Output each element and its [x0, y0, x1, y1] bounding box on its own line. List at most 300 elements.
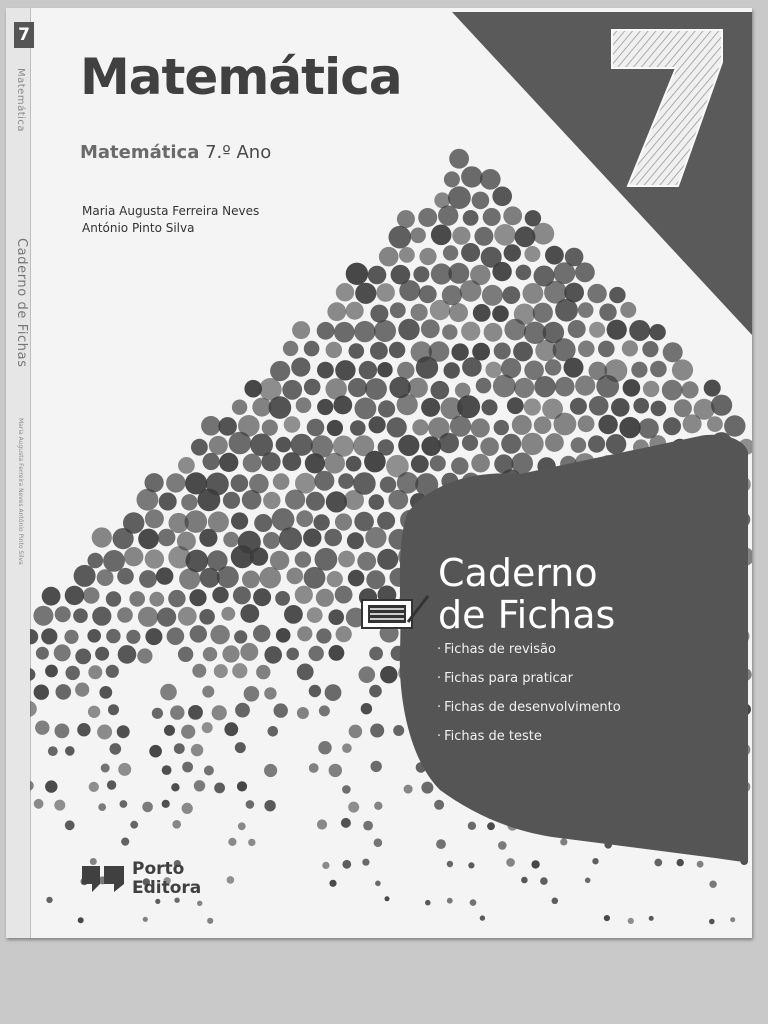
- pattern-dot: [202, 722, 213, 733]
- pattern-dot: [45, 780, 57, 792]
- pattern-dot: [494, 420, 509, 435]
- pattern-dot: [232, 663, 247, 678]
- pattern-dot: [347, 532, 364, 549]
- pattern-dot: [349, 725, 363, 739]
- pattern-dot: [286, 648, 299, 661]
- pattern-dot: [552, 898, 559, 905]
- pattern-dot: [304, 567, 326, 589]
- pattern-dot: [77, 723, 90, 736]
- pattern-dot: [494, 343, 511, 360]
- pattern-dot: [231, 512, 248, 529]
- pattern-dot: [483, 208, 501, 226]
- pattern-dot: [397, 210, 415, 228]
- pattern-dot: [443, 245, 458, 260]
- pattern-dot: [578, 302, 594, 318]
- publisher-line1: Porto: [132, 859, 185, 879]
- pattern-dot: [97, 569, 114, 586]
- pattern-dot: [468, 822, 476, 830]
- pattern-dot: [200, 568, 220, 588]
- pattern-dot: [232, 400, 247, 415]
- pattern-dot: [462, 357, 482, 377]
- pattern-dot: [532, 223, 554, 245]
- pattern-dot: [171, 783, 179, 791]
- pattern-dot: [439, 433, 459, 453]
- pattern-dot: [604, 915, 610, 921]
- pattern-dot: [101, 764, 110, 773]
- pattern-dot: [149, 745, 162, 758]
- pattern-dot: [620, 302, 636, 318]
- pattern-dot: [41, 628, 57, 644]
- pattern-dot: [457, 395, 480, 418]
- pattern-dot: [421, 782, 433, 794]
- pattern-dot: [494, 224, 516, 246]
- pattern-dot: [178, 457, 195, 474]
- pattern-dot: [346, 302, 364, 320]
- pattern-dot: [431, 225, 452, 246]
- pattern-dot: [106, 665, 119, 678]
- pattern-dot: [309, 685, 321, 697]
- pattern-dot: [21, 701, 37, 717]
- pattern-dot: [297, 664, 314, 681]
- pattern-dot: [570, 398, 587, 415]
- pattern-dot: [270, 361, 290, 381]
- pattern-dot: [560, 838, 567, 845]
- pattern-dot: [117, 607, 133, 623]
- pattern-dot: [162, 765, 172, 775]
- list-item: · Fichas de desenvolvimento: [437, 700, 621, 729]
- pattern-dot: [564, 358, 584, 378]
- pattern-dot: [254, 514, 272, 532]
- pattern-dot: [319, 705, 330, 716]
- pattern-dot: [355, 398, 377, 420]
- pattern-dot: [492, 187, 512, 207]
- pattern-dot: [162, 800, 170, 808]
- pattern-dot: [66, 666, 80, 680]
- pattern-dot: [55, 606, 71, 622]
- pattern-dot: [598, 341, 615, 358]
- pattern-dot: [449, 303, 468, 322]
- pattern-dot: [649, 324, 665, 340]
- pattern-dot: [468, 862, 474, 868]
- pattern-dot: [359, 361, 377, 379]
- pattern-dot: [203, 453, 220, 470]
- pattern-dot: [333, 396, 352, 415]
- pattern-dot: [329, 764, 342, 777]
- pattern-dot: [282, 452, 301, 471]
- pattern-dot: [534, 376, 555, 397]
- pattern-dot: [42, 587, 61, 606]
- pattern-dot: [447, 861, 453, 867]
- pattern-dot: [498, 841, 507, 850]
- product-title: [438, 552, 615, 636]
- pattern-dot: [296, 510, 313, 527]
- pattern-dot: [338, 473, 354, 489]
- pattern-dot: [88, 553, 104, 569]
- pattern-dot: [421, 319, 440, 338]
- pattern-dot: [335, 360, 355, 380]
- pattern-dot: [126, 630, 140, 644]
- pattern-dot: [493, 375, 516, 398]
- pattern-dot: [349, 343, 365, 359]
- pattern-dot: [55, 724, 70, 739]
- pattern-dot: [233, 586, 251, 604]
- pattern-dot: [139, 570, 157, 588]
- pattern-dot: [374, 320, 396, 342]
- pattern-dot: [11, 763, 24, 776]
- pattern-dot: [33, 606, 53, 626]
- pattern-dot: [523, 283, 544, 304]
- pattern-dot: [78, 917, 84, 923]
- pattern-dot: [285, 490, 305, 510]
- pattern-dot: [545, 246, 564, 265]
- pattern-dot: [370, 305, 388, 323]
- pattern-dot: [474, 227, 493, 246]
- pattern-dot: [442, 324, 457, 339]
- pattern-dot: [397, 362, 414, 379]
- pattern-dot: [672, 359, 693, 380]
- notebook-pencil-icon: [360, 592, 430, 632]
- pattern-dot: [540, 877, 548, 885]
- pattern-dot: [92, 527, 112, 547]
- pattern-dot: [217, 566, 239, 588]
- pattern-dot: [516, 265, 532, 281]
- pattern-dot: [219, 453, 238, 472]
- pattern-dot: [223, 492, 240, 509]
- pattern-dot: [533, 303, 553, 323]
- pattern-dot: [363, 821, 373, 831]
- pattern-dot: [118, 763, 131, 776]
- pattern-dot: [189, 589, 206, 606]
- pattern-dot: [222, 645, 239, 662]
- pattern-dot: [354, 321, 375, 342]
- pattern-dot: [501, 434, 521, 454]
- pattern-dot: [137, 648, 152, 663]
- pattern-dot: [107, 780, 116, 789]
- pattern-dot: [316, 628, 331, 643]
- list-item: · Fichas de teste: [437, 729, 621, 758]
- subtitle-grade: 7.º Ano: [205, 142, 272, 163]
- pattern-dot: [589, 396, 609, 416]
- pattern-dot: [487, 822, 495, 830]
- pattern-dot: [677, 859, 684, 866]
- pattern-dot: [412, 419, 428, 435]
- pattern-dot: [419, 285, 437, 303]
- pattern-dot: [264, 800, 275, 811]
- pattern-dot: [461, 166, 482, 187]
- pattern-dot: [234, 630, 247, 643]
- porto-editora-logo-icon: [80, 862, 126, 896]
- authors: [82, 203, 259, 237]
- pattern-dot: [185, 510, 208, 533]
- pattern-dot: [65, 746, 75, 756]
- pattern-dot: [228, 838, 236, 846]
- pattern-dot: [375, 881, 381, 887]
- pattern-dot: [250, 547, 268, 565]
- pattern-dot: [390, 302, 406, 318]
- pattern-dot: [388, 490, 408, 510]
- pattern-dot: [305, 453, 325, 473]
- pattern-dot: [451, 457, 468, 474]
- pattern-dot: [181, 494, 197, 510]
- pattern-dot: [398, 435, 419, 456]
- pattern-dot: [268, 726, 279, 737]
- pattern-dot: [513, 342, 533, 362]
- pattern-dot: [264, 646, 282, 664]
- pattern-dot: [592, 858, 598, 864]
- pattern-dot: [75, 683, 89, 697]
- pattern-dot: [492, 262, 511, 281]
- pattern-dot: [261, 452, 280, 471]
- pattern-dot: [425, 900, 431, 906]
- pattern-dot: [578, 415, 595, 432]
- pattern-dot: [628, 918, 634, 924]
- pattern-dot: [385, 896, 390, 901]
- pattern-dot: [313, 514, 329, 530]
- pattern-dot: [178, 647, 193, 662]
- pattern-dot: [48, 746, 58, 756]
- list-item: · Fichas para praticar: [437, 671, 621, 700]
- pattern-dot: [214, 664, 228, 678]
- pattern-dot: [83, 587, 100, 604]
- pattern-dot: [471, 418, 490, 437]
- pattern-dot: [172, 820, 181, 829]
- pattern-dot: [444, 362, 460, 378]
- pattern-dot: [393, 725, 404, 736]
- pattern-dot: [203, 647, 217, 661]
- pattern-dot: [379, 247, 399, 267]
- pattern-dot: [275, 591, 290, 606]
- pattern-dot: [555, 299, 578, 322]
- pattern-dot: [448, 263, 469, 284]
- pattern-dot: [253, 588, 271, 606]
- pattern-dot: [335, 586, 353, 604]
- pattern-dot: [377, 362, 392, 377]
- pattern-dot: [336, 283, 354, 301]
- pattern-dot: [611, 398, 630, 417]
- pattern-dot: [167, 627, 185, 645]
- pattern-dot: [575, 376, 595, 396]
- pattern-dot: [704, 380, 721, 397]
- pattern-dot: [170, 705, 184, 719]
- pattern-dot: [514, 378, 534, 398]
- pattern-dot: [306, 492, 325, 511]
- pattern-dot: [683, 414, 702, 433]
- pattern-dot: [387, 417, 407, 437]
- pattern-dot: [389, 342, 405, 358]
- pattern-dot: [264, 687, 276, 699]
- pattern-dot: [389, 226, 412, 249]
- pattern-dot: [143, 917, 148, 922]
- pattern-dot: [370, 724, 384, 738]
- pattern-dot: [295, 586, 313, 604]
- product-title-line2: de Fichas: [438, 593, 616, 637]
- pattern-dot: [231, 474, 249, 492]
- book-title: Matemática: [80, 48, 402, 106]
- pattern-dot: [117, 568, 134, 585]
- pattern-dot: [314, 471, 334, 491]
- pattern-dot: [554, 262, 576, 284]
- pattern-dot: [633, 398, 649, 414]
- pattern-dot: [430, 455, 446, 471]
- pattern-dot: [190, 625, 207, 642]
- pattern-dot: [97, 725, 112, 740]
- pattern-dot: [651, 401, 667, 417]
- pattern-dot: [371, 761, 382, 772]
- pattern-dot: [138, 607, 158, 627]
- pattern-dot: [244, 686, 260, 702]
- pattern-dot: [129, 591, 145, 607]
- pattern-dot: [344, 490, 364, 510]
- pattern-dot: [287, 568, 304, 585]
- pattern-dot: [599, 304, 616, 321]
- pattern-dot: [307, 419, 325, 437]
- pattern-dot: [369, 685, 382, 698]
- pattern-dot: [724, 415, 745, 436]
- pattern-dot: [240, 643, 258, 661]
- pattern-dot: [462, 435, 478, 451]
- pattern-dot: [380, 666, 397, 683]
- pattern-dot: [212, 705, 227, 720]
- pattern-dot: [179, 568, 200, 589]
- pattern-dot: [707, 416, 723, 432]
- pattern-dot: [156, 567, 173, 584]
- pattern-dot: [89, 782, 99, 792]
- pattern-dot: [521, 877, 528, 884]
- pattern-dot: [342, 785, 351, 794]
- pattern-dot: [174, 898, 179, 903]
- pattern-dot: [166, 473, 185, 492]
- pattern-dot: [447, 898, 453, 904]
- pattern-dot: [452, 227, 470, 245]
- pattern-dot: [326, 342, 342, 358]
- pattern-dot: [23, 629, 38, 644]
- pattern-dot: [374, 838, 383, 847]
- pattern-dot: [336, 626, 352, 642]
- pattern-dot: [130, 821, 138, 829]
- pattern-dot: [188, 705, 203, 720]
- pattern-dot: [279, 527, 302, 550]
- pattern-dot: [315, 548, 338, 571]
- pattern-dot: [227, 876, 235, 884]
- pattern-dot: [502, 286, 520, 304]
- pattern-dot: [662, 380, 683, 401]
- pattern-dot: [138, 529, 159, 550]
- pattern-dot: [74, 565, 96, 587]
- pattern-dot: [329, 645, 345, 661]
- pattern-dot: [376, 283, 395, 302]
- pattern-dot: [663, 342, 683, 362]
- pattern-dot: [235, 742, 246, 753]
- pattern-dot: [117, 725, 130, 738]
- pattern-dot: [681, 381, 698, 398]
- pattern-dot: [631, 362, 647, 378]
- pattern-dot: [589, 322, 605, 338]
- pattern-dot: [588, 435, 605, 452]
- pattern-dot: [398, 319, 419, 340]
- pattern-dot: [377, 549, 398, 570]
- pattern-dot: [110, 743, 122, 755]
- pattern-dot: [348, 378, 367, 397]
- pattern-dot: [451, 343, 468, 360]
- pattern-dot: [88, 665, 102, 679]
- pattern-dot: [221, 607, 235, 621]
- pattern-dot: [399, 247, 415, 263]
- pattern-dot: [629, 320, 650, 341]
- pattern-dot: [276, 437, 292, 453]
- pattern-dot: [284, 416, 301, 433]
- pattern-dot: [182, 762, 193, 773]
- pattern-dot: [191, 744, 203, 756]
- pattern-dot: [531, 860, 539, 868]
- pattern-dot: [309, 646, 324, 661]
- pattern-dot: [295, 551, 311, 567]
- pattern-dot: [256, 665, 270, 679]
- pattern-dot: [507, 397, 524, 414]
- pattern-dot: [480, 169, 501, 190]
- pattern-dot: [297, 626, 312, 641]
- pattern-dot: [598, 415, 617, 434]
- pattern-dot: [242, 571, 260, 589]
- pattern-dot: [397, 394, 418, 415]
- pattern-dot: [137, 489, 159, 511]
- pattern-dot: [697, 861, 704, 868]
- pattern-dot: [13, 687, 25, 699]
- pattern-dot: [484, 323, 503, 342]
- author-2: António Pinto Silva: [82, 221, 195, 235]
- pattern-dot: [191, 439, 208, 456]
- pattern-dot: [575, 262, 595, 282]
- pattern-dot: [292, 321, 310, 339]
- pattern-dot: [730, 917, 735, 922]
- pattern-dot: [273, 473, 290, 490]
- pattern-dot: [160, 684, 177, 701]
- pattern-dot: [317, 819, 327, 829]
- pattern-dot: [307, 607, 323, 623]
- pattern-dot: [35, 721, 49, 735]
- pattern-dot: [36, 647, 49, 660]
- pattern-dot: [492, 305, 509, 322]
- pattern-dot: [87, 629, 101, 643]
- pattern-dot: [587, 284, 606, 303]
- pattern-dot: [95, 647, 109, 661]
- pattern-dot: [460, 280, 482, 302]
- pattern-dot: [106, 591, 121, 606]
- pattern-dot: [366, 570, 385, 589]
- pattern-dot: [304, 341, 320, 357]
- pattern-dot: [327, 571, 343, 587]
- pattern-dot: [159, 493, 177, 511]
- pattern-dot: [485, 362, 501, 378]
- pattern-dot: [374, 802, 382, 810]
- pattern-dot: [324, 529, 342, 547]
- pattern-dot: [270, 551, 289, 570]
- pattern-dot: [149, 592, 164, 607]
- subtitle-series: Matemática: [80, 142, 200, 163]
- pattern-dot: [359, 666, 376, 683]
- pattern-dot: [334, 322, 355, 343]
- pattern-dot: [619, 417, 640, 438]
- pattern-dot: [246, 800, 255, 809]
- pattern-dot: [264, 764, 277, 777]
- pattern-dot: [56, 684, 72, 700]
- pattern-dot: [709, 881, 716, 888]
- pattern-dot: [198, 489, 221, 512]
- pattern-dot: [643, 381, 659, 397]
- pattern-dot: [596, 375, 619, 398]
- pattern-dot: [369, 647, 383, 661]
- pattern-dot: [284, 605, 303, 624]
- pattern-dot: [329, 880, 336, 887]
